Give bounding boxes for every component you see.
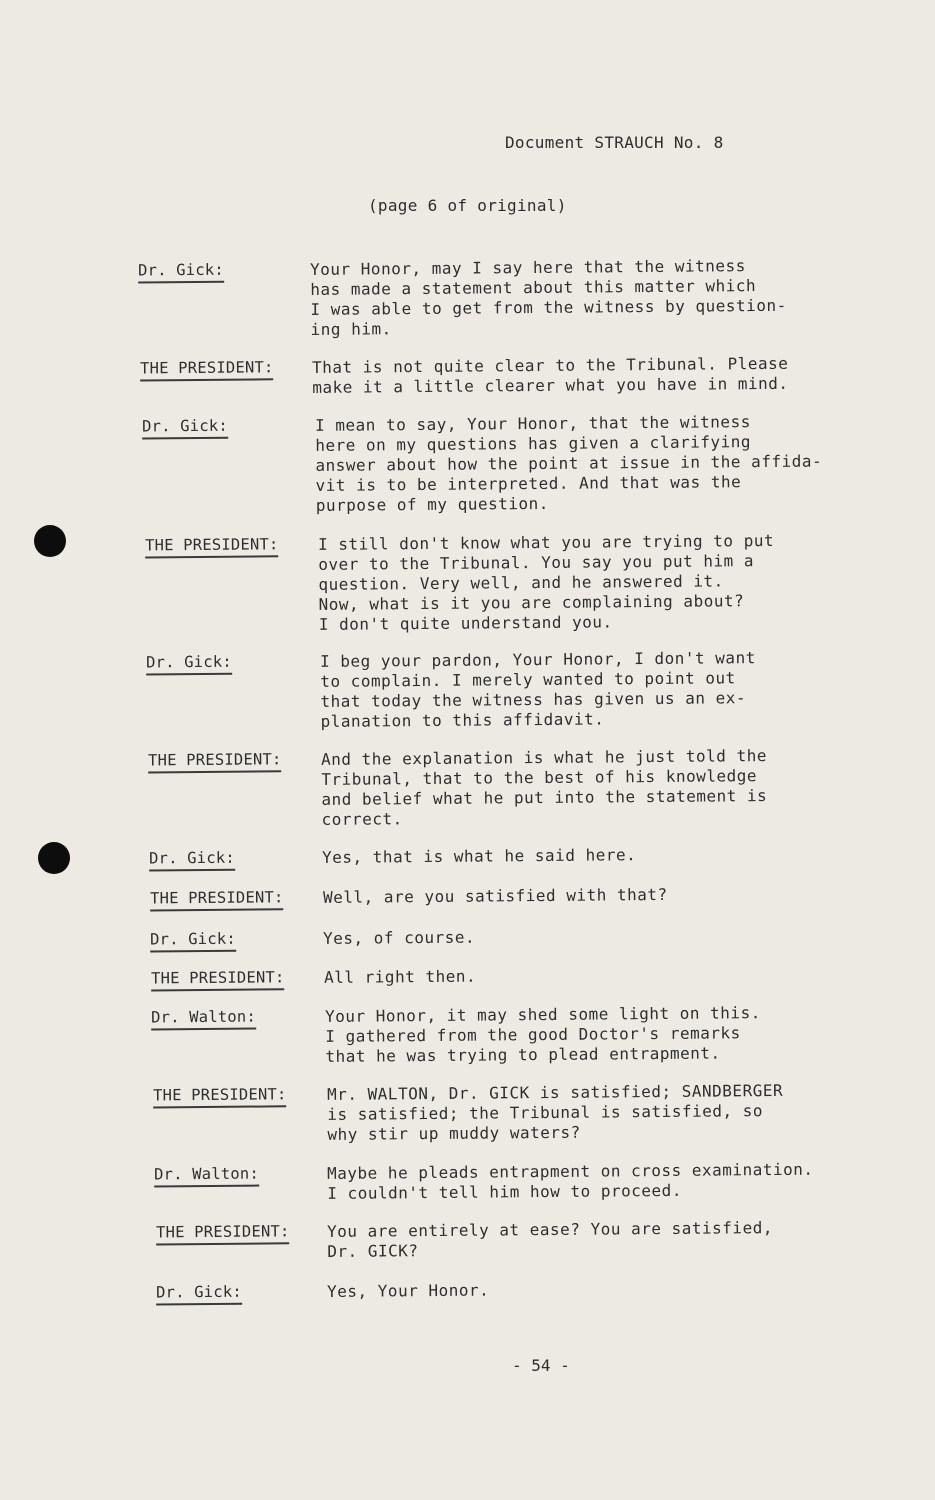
speech-line: answer about how the point at issue in the affida- [315,451,823,475]
document-id: Document STRAUCH No. 8 [505,133,724,152]
speech-line: All right then. [324,966,477,987]
speaker-label: Dr. Gick: [149,849,235,872]
speech-line: I still don't know what you are trying to put [318,530,775,554]
transcript-entry [142,411,932,515]
transcript-entry [150,883,935,908]
speech-line: ing him. [310,319,392,339]
speech-line: that he was trying to plead entrapment. [325,1043,721,1066]
speech-line: Maybe he pleads entrapment on cross examination. [327,1159,814,1183]
speech-line: I don't quite understand you. [318,612,613,634]
speaker-label: Dr. Gick: [156,1283,242,1306]
speech-line: Yes, that is what he said here. [322,845,637,867]
speech-line: That is not quite clear to the Tribunal. Please [312,353,789,377]
speech-line: purpose of my question. [315,493,549,515]
speech-text [324,967,476,988]
speaker-label: Dr. Gick: [142,417,228,440]
transcript-entry [151,1002,935,1066]
speech-line: has made a statement about this matter which [310,276,757,299]
speech-line: vit is to be interpreted. And that was the [315,472,742,495]
speaker-label: Dr. Gick: [138,261,224,284]
transcript-entry [146,647,935,731]
speech-line: I was able to get from the witness by question- [310,295,787,319]
speaker-label: THE PRESIDENT: [153,1085,287,1108]
speaker-label: Dr. Gick: [146,653,232,676]
punch-hole-upper [34,525,66,557]
transcript-entry [138,255,928,339]
speech-line: make it a little clearer what you have in mind. [312,373,789,397]
speech-line: And the explanation is what he just told the [321,746,768,769]
speech-line: here on my questions has given a clarifying [315,432,752,455]
transcript-entry [148,745,935,829]
speech-line: question. Very well, and he answered it. [318,571,724,594]
speech-line: Your Honor, may I say here that the witness [310,256,746,279]
speech-line: I mean to say, Your Honor, that the witness [315,412,751,435]
speech-text [323,885,668,908]
speech-line: Tribunal, that to the best of his knowledge [321,766,758,789]
transcript-entry [140,353,930,397]
speech-line: Dr. GICK? [327,1241,419,1261]
speech-line: is satisfied; the Tribunal is satisfied, so [327,1101,764,1124]
speech-line: planation to this affidavit. [320,709,605,731]
speech-line: Mr. WALTON, Dr. GICK is satisfied; SANDBERGER [327,1080,784,1104]
speech-line: I beg your pardon, Your Honor, I don't want [320,648,756,671]
speech-line: You are entirely at ease? You are satisfied, [327,1218,774,1241]
speech-line: Yes, Your Honor. [327,1280,490,1301]
speech-text [310,256,787,340]
speech-line: correct. [321,809,403,829]
transcript-entry [156,1277,935,1302]
punch-hole-lower [38,842,70,874]
page-of-original-note: (page 6 of original) [368,196,567,215]
speech-line: Your Honor, it may shed some light on this. [325,1003,761,1026]
speaker-label: THE PRESIDENT: [156,1222,290,1245]
speaker-label: THE PRESIDENT: [145,535,279,558]
speech-line: that today the witness has given us an ex- [320,688,747,711]
speech-line: I gathered from the good Doctor's remarks [325,1023,741,1046]
speech-text [323,928,475,949]
transcript-entry [145,530,935,634]
speech-text [315,412,822,516]
speech-line: Yes, of course. [323,927,476,948]
speech-text [312,354,789,398]
speaker-label: THE PRESIDENT: [150,888,284,911]
speaker-label: THE PRESIDENT: [151,968,285,991]
speaker-label: Dr. Walton: [151,1008,256,1031]
speech-text [327,1081,783,1145]
speech-line: Now, what is it you are complaining about? [318,591,745,614]
speech-line: Well, are you satisfied with that? [323,884,668,907]
speech-line: and belief what he put into the statement is [321,786,768,809]
transcript-entry [151,963,935,988]
speaker-label: THE PRESIDENT: [148,750,282,773]
page-number: - 54 - [512,1356,570,1375]
transcript-entry [154,1159,935,1203]
speech-text [327,1281,489,1302]
speech-text [327,1160,814,1204]
speech-line: why stir up muddy waters? [327,1122,581,1144]
speaker-label: THE PRESIDENT: [140,358,274,381]
speaker-label: Dr. Gick: [150,930,236,953]
transcript-entry [156,1217,935,1261]
speech-text [322,845,636,868]
speech-text [320,648,756,732]
speech-line: to complain. I merely wanted to point out [320,668,736,691]
speech-text [327,1218,773,1262]
speech-line: over to the Tribunal. You say you put him a [318,551,755,574]
speech-line: I couldn't tell him how to proceed. [327,1180,682,1203]
transcript-entry [149,843,935,868]
speaker-label: Dr. Walton: [154,1165,259,1188]
transcript-entry [150,924,935,949]
transcript-entry [153,1080,935,1144]
speech-text [318,531,775,635]
speech-text [321,746,768,830]
speech-text [325,1003,761,1067]
